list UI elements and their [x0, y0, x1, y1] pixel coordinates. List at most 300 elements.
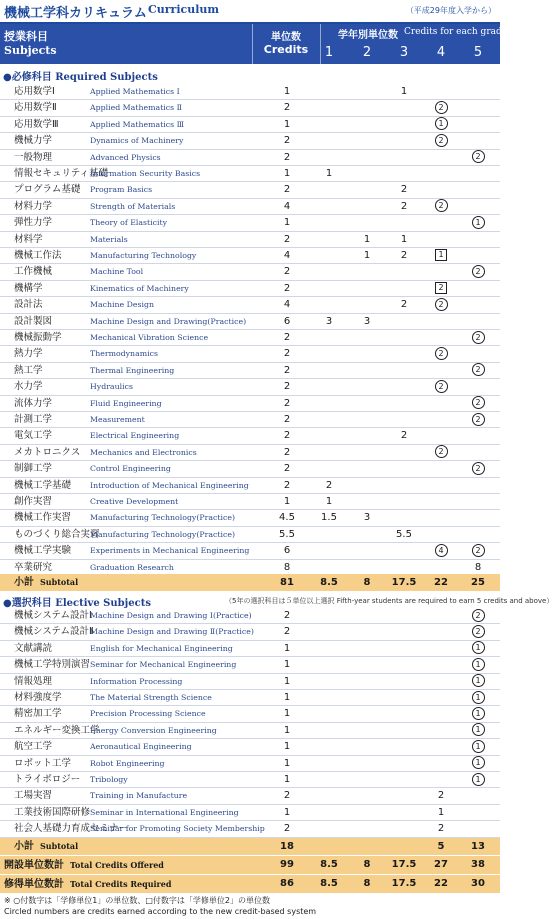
subject-name-en: Strength of Materials: [90, 201, 176, 211]
year-note: （平成29年度入学から）: [405, 6, 496, 15]
circled-credit-badge: 1: [472, 773, 485, 786]
header-grade-3: 3: [399, 45, 409, 60]
table-row: [0, 478, 500, 494]
subject-name-jp: 材料力学: [14, 200, 53, 212]
footnote-jp: ※ ○付数字は「学修単位1」の単位数、□付数字は「学修単位2」の単位数: [4, 896, 270, 905]
circled-credit-badge: 2: [472, 609, 485, 622]
grade-5-credits: [463, 608, 493, 624]
subject-name-jp: 機械工学基礎: [14, 479, 72, 491]
subject-credits: 4: [283, 200, 291, 212]
table-row: [0, 297, 500, 313]
subject-name-jp: 応用数学Ⅲ: [14, 118, 59, 130]
subject-name-jp: 設計製図: [14, 315, 53, 327]
grade-2-credits: 3: [363, 512, 371, 524]
grade-1-credits: 1: [325, 496, 333, 507]
grade-4-credits: [426, 543, 456, 559]
table-row: [0, 117, 500, 133]
grade-4-credits: [426, 379, 456, 395]
subject-name-jp: 機械システム設計Ⅱ: [14, 626, 94, 638]
total-offered-row: [0, 856, 500, 874]
required-subtotal-row: [0, 574, 500, 591]
subject-name-jp: 機械工学特別演習: [14, 659, 91, 671]
table-row: [0, 788, 500, 804]
subject-name-en: Manufacturing Technology(Practice): [90, 513, 236, 523]
total-required-grade-1: 8.5: [320, 878, 338, 889]
grade-5-credits: 8: [474, 561, 482, 573]
table-row: [0, 641, 500, 657]
subject-name-en: Mechanics and Electronics: [90, 447, 197, 457]
grade-5-credits: [463, 641, 493, 657]
circled-credit-badge: 2: [435, 101, 448, 114]
footnote-en: Circled numbers are credits earned according to the new credit-based system: [4, 907, 317, 916]
required-subtotal-grade-4: 22: [434, 577, 448, 588]
required-subtotal-label-en: Subtotal: [40, 577, 79, 587]
subject-name-jp: 電気工学: [14, 430, 53, 442]
subject-name-jp: 情報処理: [14, 675, 53, 687]
grade-5-credits: [463, 674, 493, 690]
subject-name-jp: 応用数学Ⅰ: [14, 86, 55, 97]
circled-credit-badge: 2: [472, 462, 485, 475]
table-row: [0, 624, 500, 640]
total-offered-grade-3: 17.5: [391, 859, 417, 870]
table-row: [0, 100, 500, 116]
subject-credits: 1: [283, 659, 291, 671]
grade-5-credits: [463, 690, 493, 706]
subject-credits: 2: [283, 479, 291, 491]
header-grade-jp: 学年別単位数: [338, 30, 398, 41]
subject-credits: 1: [283, 708, 291, 720]
subject-credits: 2: [283, 610, 291, 621]
table-row: [0, 494, 500, 510]
title-bar: [0, 0, 500, 24]
subject-credits: 4: [283, 299, 291, 311]
grade-4-credits: 2: [437, 823, 445, 835]
subject-name-en: Machine Design: [90, 300, 155, 310]
grade-5-credits: [463, 756, 493, 772]
subject-name-jp: 卒業研究: [14, 561, 53, 573]
elective-section-jp: ●選択科目: [3, 598, 52, 609]
grade-4-credits: [426, 199, 456, 215]
subject-credits: 1: [283, 86, 291, 97]
footnote: [4, 895, 496, 917]
subject-name-en: Seminar for Mechanical Engineering: [90, 660, 237, 670]
subject-name-en: Manufacturing Technology(Practice): [90, 529, 236, 539]
required-section-en: Required Subjects: [55, 72, 158, 83]
circled-credit-badge: 2: [435, 134, 448, 147]
circled-credit-badge: 2: [472, 625, 485, 638]
subject-name-jp: ものづくり総合実習: [14, 528, 100, 540]
grade-5-credits: [463, 215, 493, 231]
circled-credit-badge: 2: [472, 413, 485, 426]
table-header: [0, 24, 508, 64]
elective-section-en: Elective Subjects: [55, 598, 151, 609]
subject-name-jp: 熱力学: [14, 348, 43, 360]
table-row: [0, 199, 500, 215]
subject-name-jp: 文献講読: [14, 642, 53, 654]
circled-credit-badge: 2: [472, 363, 485, 376]
circled-credit-badge: 2: [435, 445, 448, 458]
table-row: [0, 281, 500, 297]
subject-name-jp: 制御工学: [14, 463, 53, 475]
grade-5-credits: [463, 657, 493, 673]
subject-name-jp: 弾性力学: [14, 217, 53, 229]
table-row: [0, 739, 500, 755]
subject-name-en: Energy Conversion Engineering: [90, 725, 217, 735]
subject-credits: 1: [283, 118, 291, 130]
subject-name-en: Measurement: [90, 415, 145, 424]
subject-credits: 1: [283, 741, 291, 753]
subject-name-jp: 設計法: [14, 299, 43, 311]
total-required-row: [0, 875, 500, 893]
table-row: [0, 314, 500, 330]
total-offered-grade-5: 38: [471, 859, 485, 870]
grade-5-credits: [463, 543, 493, 559]
header-credits-jp: 単位数: [271, 32, 301, 43]
subject-credits: 2: [283, 446, 291, 458]
circled-credit-badge: 1: [472, 641, 485, 654]
total-required-grade-5: 30: [471, 878, 485, 889]
subject-credits: 2: [283, 414, 291, 425]
subject-credits: 2: [283, 348, 291, 360]
subject-name-jp: 工業技術国際研修: [14, 806, 91, 818]
subject-credits: 2: [283, 790, 291, 802]
subject-credits: 1: [283, 757, 291, 769]
header-subjects-jp: 授業科目: [4, 30, 48, 43]
grade-3-credits: 2: [400, 184, 408, 196]
table-row: [0, 657, 500, 673]
subject-name-jp: 航空工学: [14, 741, 53, 753]
elective-subtotal-label: 小計: [14, 841, 34, 852]
subject-name-en: Precision Processing Science: [90, 709, 206, 719]
grade-5-credits: [463, 706, 493, 722]
subject-credits: 2: [283, 463, 291, 475]
subject-credits: 6: [283, 315, 291, 327]
subject-name-jp: 機械工学実験: [14, 545, 72, 557]
subject-name-en: Manufacturing Technology: [90, 251, 197, 260]
total-offered-credits: 99: [280, 859, 294, 870]
subject-name-jp: 材料強度学: [14, 692, 62, 703]
grade-4-credits: [426, 133, 456, 149]
subject-name-en: Machine Tool: [90, 267, 144, 277]
header-grade-2: 2: [362, 45, 372, 60]
subject-credits: 2: [283, 332, 291, 343]
subject-name-jp: ロボット工学: [14, 757, 72, 769]
subject-credits: 2: [283, 233, 291, 245]
subject-name-en: Seminar in International Engineering: [90, 807, 239, 817]
required-section-jp: ●必修科目: [3, 72, 52, 83]
subject-credits: 1: [283, 642, 291, 654]
elective-note-jp: （5年の選択科目は５単位以上選択: [225, 597, 335, 605]
grade-1-credits: 1.5: [321, 512, 337, 524]
subject-credits: 2: [283, 266, 291, 278]
circled-credit-badge: 2: [472, 150, 485, 163]
subject-name-en: Thermal Engineering: [90, 365, 175, 375]
subject-name-jp: 機械工作実習: [14, 512, 72, 524]
subject-name-jp: 応用数学Ⅱ: [14, 102, 57, 114]
circled-credit-badge: 4: [435, 544, 448, 557]
subject-name-jp: メカトロニクス: [14, 446, 81, 458]
grade-4-credits: [426, 281, 456, 297]
table-row: [0, 510, 500, 526]
subject-name-jp: 水力学: [14, 381, 43, 393]
required-subtotal-credits: 81: [280, 577, 294, 588]
elective-subtotal-credits: 18: [280, 841, 294, 852]
total-offered-grade-1: 8.5: [320, 859, 338, 870]
subject-name-en: Introduction of Mechanical Engineering: [90, 480, 249, 490]
subject-credits: 2: [283, 381, 291, 393]
subject-name-en: Mechanical Vibration Science: [90, 333, 209, 342]
table-row: [0, 182, 500, 198]
subject-name-en: Applied Mathematics Ⅲ: [90, 119, 185, 129]
subject-name-en: Program Basics: [90, 185, 153, 195]
table-row: [0, 608, 500, 624]
subject-name-en: Electrical Engineering: [90, 431, 180, 441]
subject-name-en: Machine Design and Drawing Ⅰ(Practice): [90, 611, 252, 620]
subject-name-jp: 社会人基礎力育成セミナー: [14, 823, 129, 835]
grade-4-credits: [426, 346, 456, 362]
grade-3-credits: 2: [400, 299, 408, 311]
table-row: [0, 396, 500, 412]
circled-credit-badge: 1: [472, 740, 485, 753]
table-row: [0, 330, 500, 346]
table-row: [0, 543, 500, 559]
subject-credits: 1: [283, 724, 291, 736]
table-row: [0, 150, 500, 166]
subject-credits: 2: [283, 626, 291, 638]
table-row: [0, 363, 500, 379]
grade-4-credits: 2: [437, 790, 445, 802]
elective-subtotal-row: [0, 838, 500, 855]
required-subtotal-grade-1: 8.5: [320, 577, 338, 588]
subject-name-jp: 工作機械: [14, 266, 53, 278]
table-row: [0, 706, 500, 722]
subject-credits: 2: [283, 102, 291, 114]
grade-3-credits: 2: [400, 250, 408, 261]
grade-2-credits: 1: [363, 250, 371, 261]
grade-4-credits: [426, 248, 456, 264]
subject-name-en: Advanced Physics: [90, 152, 161, 162]
subject-name-en: Machine Design and Drawing Ⅱ(Practice): [90, 627, 254, 637]
subject-name-en: Experiments in Mechanical Engineering: [90, 546, 250, 556]
circled-credit-badge: 1: [472, 723, 485, 736]
grade-4-credits: [426, 117, 456, 133]
total-required-credits: 86: [280, 878, 294, 889]
circled-credit-badge: 1: [472, 756, 485, 769]
grade-5-credits: [463, 363, 493, 379]
elective-note-en: Fifth-year students are required to earn 5 credits and above）: [336, 597, 553, 605]
grade-1-credits: 1: [325, 168, 333, 179]
subject-name-en: Hydraulics: [90, 382, 133, 392]
subject-name-jp: エネルギー変換工学: [14, 724, 100, 736]
subject-credits: 1: [283, 496, 291, 507]
subject-name-en: Dynamics of Machinery: [90, 136, 184, 146]
subject-name-en: Aeronautical Engineering: [90, 742, 192, 752]
subject-name-en: Thermodynamics: [90, 349, 158, 359]
table-row: [0, 772, 500, 788]
grade-2-credits: 1: [363, 233, 371, 245]
header-grade-5: 5: [473, 45, 483, 60]
grade-3-credits: 2: [400, 200, 408, 212]
subject-name-en: The Material Strength Science: [90, 693, 212, 702]
subject-name-jp: 材料学: [14, 233, 43, 245]
subject-name-en: Creative Development: [90, 497, 179, 506]
grade-5-credits: [463, 461, 493, 477]
grade-5-credits: [463, 739, 493, 755]
subject-name-en: Seminar for Promoting Society Membership: [90, 824, 265, 834]
table-row: [0, 412, 500, 428]
circled-credit-badge: 2: [472, 265, 485, 278]
table-row: [0, 690, 500, 706]
circled-credit-badge: 1: [472, 658, 485, 671]
header-credits-en: Credits: [263, 43, 309, 56]
subject-credits: 2: [283, 184, 291, 196]
grade-5-credits: [463, 396, 493, 412]
table-row: [0, 723, 500, 739]
grade-5-credits: [463, 624, 493, 640]
subject-credits: 4: [283, 250, 291, 261]
grade-4-credits: [426, 100, 456, 116]
circled-credit-badge: 2: [435, 298, 448, 311]
subject-name-en: Materials: [90, 234, 128, 244]
subject-credits: 2: [283, 823, 291, 835]
elective-subtotal-grade-4: 5: [437, 841, 445, 852]
circled-credit-badge: 1: [435, 117, 448, 130]
grade-3-credits: 1: [400, 86, 408, 97]
grade-1-credits: 2: [325, 479, 333, 491]
required-subtotal-grade-2: 8: [363, 577, 371, 588]
grade-3-credits: 2: [400, 430, 408, 442]
subject-name-jp: 熱工学: [14, 364, 43, 376]
subject-name-jp: 機構学: [14, 282, 43, 294]
circled-credit-badge: 2: [435, 199, 448, 212]
table-row: [0, 805, 500, 821]
header-grade-4: 4: [436, 45, 446, 60]
subject-name-jp: 機械振動学: [14, 332, 62, 343]
subject-name-jp: 情報セキュリティ基礎: [14, 168, 109, 179]
subject-name-en: Machine Design and Drawing(Practice): [90, 316, 247, 326]
grade-5-credits: [463, 264, 493, 280]
subject-name-jp: 工場実習: [14, 790, 53, 802]
subject-name-jp: 精密加工学: [14, 708, 62, 720]
subject-name-en: Tribology: [90, 775, 128, 784]
circled-credit-badge: 1: [472, 691, 485, 704]
subject-name-jp: 機械力学: [14, 135, 53, 147]
subject-name-en: Applied Mathematics Ⅰ: [90, 87, 180, 96]
table-row: [0, 215, 500, 231]
subject-credits: 4.5: [279, 512, 295, 524]
table-row: [0, 264, 500, 280]
required-subtotal-grade-3: 17.5: [391, 577, 417, 588]
elective-subtotal-grade-5: 13: [471, 841, 485, 852]
subject-name-jp: 機械システム設計Ⅰ: [14, 610, 92, 621]
header-subjects-en: Subjects: [4, 44, 57, 57]
table-row: [0, 674, 500, 690]
subject-name-jp: 機械工作法: [14, 250, 62, 261]
subject-name-en: Information Security Basics: [90, 169, 201, 178]
table-row: [0, 133, 500, 149]
elective-subtotal-label-en: Subtotal: [40, 841, 79, 851]
table-row: [0, 445, 500, 461]
subject-name-en: Fluid Engineering: [90, 398, 162, 408]
circled-credit-badge: 2: [435, 347, 448, 360]
total-required-grade-3: 17.5: [391, 878, 417, 889]
subject-name-en: Information Processing: [90, 676, 183, 686]
grade-5-credits: [463, 772, 493, 788]
table-row: [0, 232, 500, 248]
table-row: [0, 821, 500, 837]
table-row: [0, 461, 500, 477]
subject-credits: 8: [283, 561, 291, 573]
page-title-en: Curriculum: [148, 3, 220, 16]
table-row: [0, 379, 500, 395]
subject-credits: 2: [283, 364, 291, 376]
subject-credits: 1: [283, 217, 291, 229]
subject-credits: 1: [283, 806, 291, 818]
subject-name-en: Robot Engineering: [90, 758, 165, 768]
grade-4-credits: [426, 297, 456, 313]
total-required-grade-4: 22: [434, 878, 448, 889]
total-offered-grade-4: 27: [434, 859, 448, 870]
subject-credits: 1: [283, 692, 291, 703]
subject-name-en: Kinematics of Machinery: [90, 283, 189, 293]
circled-credit-badge: 2: [435, 380, 448, 393]
total-offered-label: 開設単位数計: [4, 860, 64, 871]
grade-3-credits: 1: [400, 233, 408, 245]
total-required-label: 修得単位数計: [4, 879, 64, 890]
table-row: [0, 756, 500, 772]
required-subtotal-label: 小計: [14, 577, 34, 588]
header-grade-en: Credits for each grade: [404, 27, 508, 37]
grade-4-credits: 1: [437, 806, 445, 818]
grade-5-credits: [463, 150, 493, 166]
subject-credits: 6: [283, 545, 291, 557]
grade-2-credits: 3: [363, 315, 371, 327]
subject-credits: 2: [283, 397, 291, 409]
subject-credits: 1: [283, 774, 291, 785]
boxed-credit-badge: 2: [435, 282, 447, 294]
circled-credit-badge: 2: [472, 544, 485, 557]
circled-credit-badge: 2: [472, 396, 485, 409]
subject-name-jp: 一般物理: [14, 151, 53, 163]
grade-3-credits: 5.5: [396, 528, 412, 540]
table-row: [0, 166, 500, 182]
subject-name-jp: 計測工学: [14, 414, 53, 425]
required-section-heading: [0, 66, 500, 84]
grade-5-credits: [463, 412, 493, 428]
subject-name-en: Control Engineering: [90, 464, 171, 474]
table-row: [0, 346, 500, 362]
page-title: 機械工学科カリキュラム: [4, 6, 147, 21]
boxed-credit-badge: 1: [435, 249, 447, 261]
grade-5-credits: [463, 723, 493, 739]
subject-credits: 2: [283, 430, 291, 442]
grade-1-credits: 3: [325, 315, 333, 327]
subject-credits: 2: [283, 135, 291, 147]
subject-credits: 2: [283, 151, 291, 163]
circled-credit-badge: 1: [472, 707, 485, 720]
subject-name-en: Training in Manufacture: [90, 791, 188, 801]
table-row: [0, 84, 500, 100]
total-offered-grade-2: 8: [363, 859, 371, 870]
total-required-label-en: Total Credits Required: [70, 879, 172, 889]
table-row: [0, 248, 500, 264]
subject-credits: 1: [283, 675, 291, 687]
required-subtotal-grade-5: 25: [471, 577, 485, 588]
subject-credits: 1: [283, 168, 291, 179]
subject-name-jp: 創作実習: [14, 496, 53, 507]
grade-4-credits: [426, 445, 456, 461]
table-row: [0, 428, 500, 444]
